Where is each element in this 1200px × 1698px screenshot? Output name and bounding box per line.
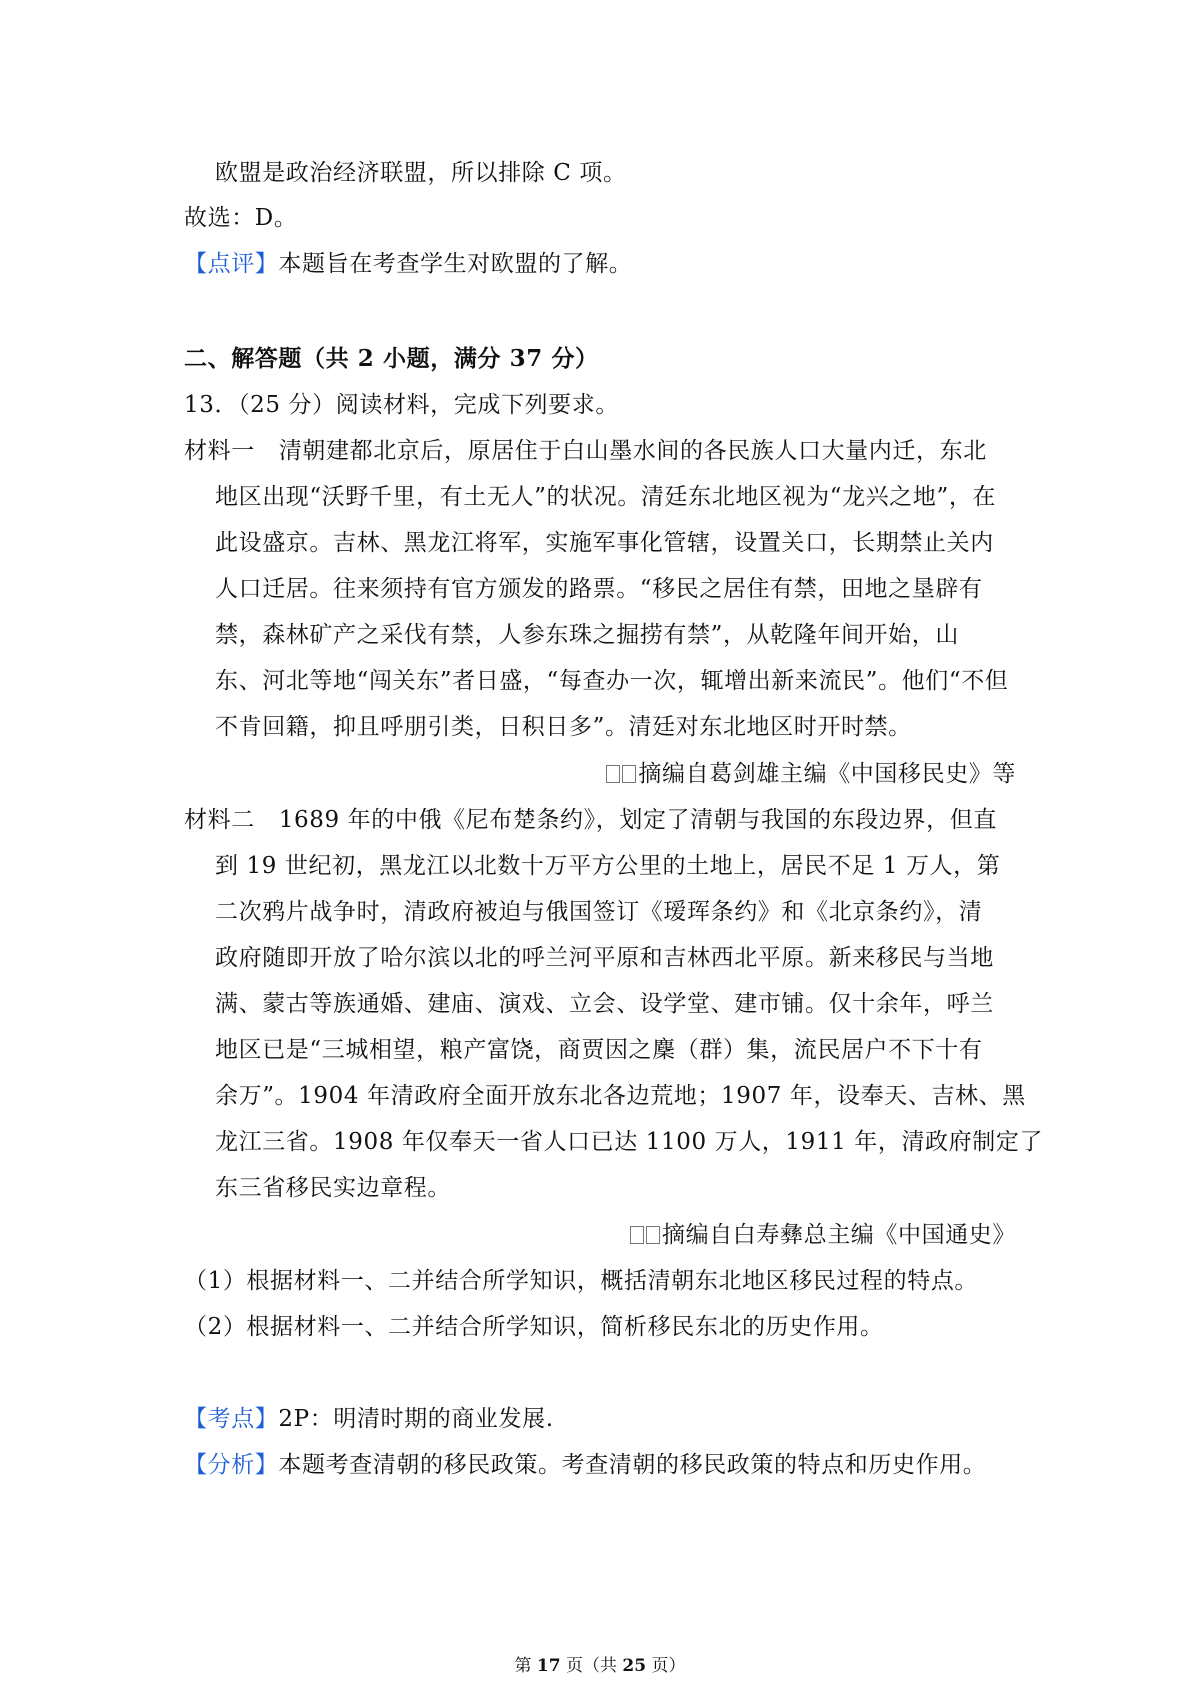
material-1-line: 地区出现“沃野千里，有土无人”的状况。清廷东北地区视为“龙兴之地”，在	[215, 484, 997, 510]
material-1-label: 材料一	[184, 438, 255, 464]
material-1-source-text: 摘编自葛剑雄主编《中国移民史》等	[638, 761, 1016, 787]
fenxi-tag: 【分析】	[184, 1452, 279, 1478]
material-2-source-text: 摘编自白寿彝总主编《中国通史》	[662, 1222, 1016, 1248]
material-2-first-line	[184, 804, 997, 836]
material-1-line: 此设盛京。吉林、黑龙江将军，实施军事化管辖，设置关口，长期禁止关内	[215, 530, 994, 556]
kaodian-text: 2P：明清时期的商业发展.	[278, 1406, 554, 1432]
material-1-line: 清朝建都北京后，原居住于白山墨水间的各民族人口大量内迁，东北	[278, 438, 987, 464]
material-2-source	[630, 1219, 1016, 1251]
dash-glyph	[606, 765, 620, 783]
material-2-line: 龙江三省。1908 年仅奉天一省人口已达 1100 万人，1911 年，清政府制定了	[215, 1129, 1044, 1155]
material-2-line: 余万”。1904 年清政府全面开放东北各边荒地；1907 年，设奉天、吉林、黑	[215, 1083, 1026, 1109]
footer-page-number: 17	[536, 1656, 561, 1676]
footer-middle: 页（共	[566, 1656, 617, 1676]
material-2-label: 材料二	[184, 807, 255, 833]
question-stem: 13．（25 分）阅读材料，完成下列要求。	[184, 392, 619, 418]
sub-question-1: （1）根据材料一、二并结合所学知识，概括清朝东北地区移民过程的特点。	[184, 1268, 979, 1294]
footer-prefix: 第	[514, 1656, 532, 1676]
material-2-line: 到 19 世纪初，黑龙江以北数十万平方公里的土地上，居民不足 1 万人，第	[215, 853, 1001, 879]
analysis-line-1: 欧盟是政治经济联盟，所以排除 C 项。	[215, 160, 627, 186]
sub-question-2: （2）根据材料一、二并结合所学知识，简析移民东北的历史作用。	[184, 1314, 884, 1340]
material-2-line: 政府随即开放了哈尔滨以北的呼兰河平原和吉林西北平原。新来移民与当地	[215, 945, 994, 971]
dash-glyph	[630, 1226, 644, 1244]
page-footer	[0, 1654, 1200, 1678]
fenxi-text: 本题考查清朝的移民政策。考查清朝的移民政策的特点和历史作用。	[278, 1452, 987, 1478]
material-2-line: 1689 年的中俄《尼布楚条约》，划定了清朝与我国的东段边界，但直	[278, 807, 997, 833]
material-2-line: 二次鸦片战争时，清政府被迫与俄国签订《瑷珲条约》和《北京条约》，清	[215, 899, 983, 925]
material-1-line: 禁，森林矿产之采伐有禁，人参东珠之掘捞有禁”，从乾隆年间开始，山	[215, 622, 959, 648]
material-2-line: 地区已是“三城相望，粮产富饶，商贾因之麇（群）集，流民居户不下十有	[215, 1037, 983, 1063]
section-title: 二、解答题（共 2 小题，满分 37 分）	[184, 345, 599, 372]
material-1-line: 东、河北等地“闯关东”者日盛，“每查办一次，辄增出新来流民”。他们“不但	[215, 668, 1009, 694]
material-2-line: 满、蒙古等族通婚、建庙、演戏、立会、设学堂、建市铺。仅十余年，呼兰	[215, 991, 994, 1017]
material-1-first-line	[184, 435, 987, 467]
answer-choice: 故选：D。	[184, 205, 298, 231]
footer-total-pages: 25	[622, 1656, 647, 1676]
footer-suffix: 页）	[651, 1656, 686, 1676]
material-1-line: 人口迁居。往来须持有官方颁发的路票。“移民之居住有禁，田地之垦辟有	[215, 576, 983, 602]
fenxi-line	[184, 1449, 986, 1481]
dash-glyph	[646, 1226, 660, 1244]
comment-tag: 【点评】	[184, 251, 279, 277]
material-2-line: 东三省移民实边章程。	[215, 1175, 451, 1201]
kaodian-tag: 【考点】	[184, 1406, 279, 1432]
material-1-line: 不肯回籍，抑且呼朋引类，日积日多”。清廷对东北地区时开时禁。	[215, 714, 912, 740]
dash-glyph	[622, 765, 636, 783]
comment-line	[184, 248, 632, 280]
kaodian-line	[184, 1403, 554, 1435]
material-1-source	[606, 758, 1016, 790]
comment-text: 本题旨在考查学生对欧盟的了解。	[278, 251, 633, 277]
